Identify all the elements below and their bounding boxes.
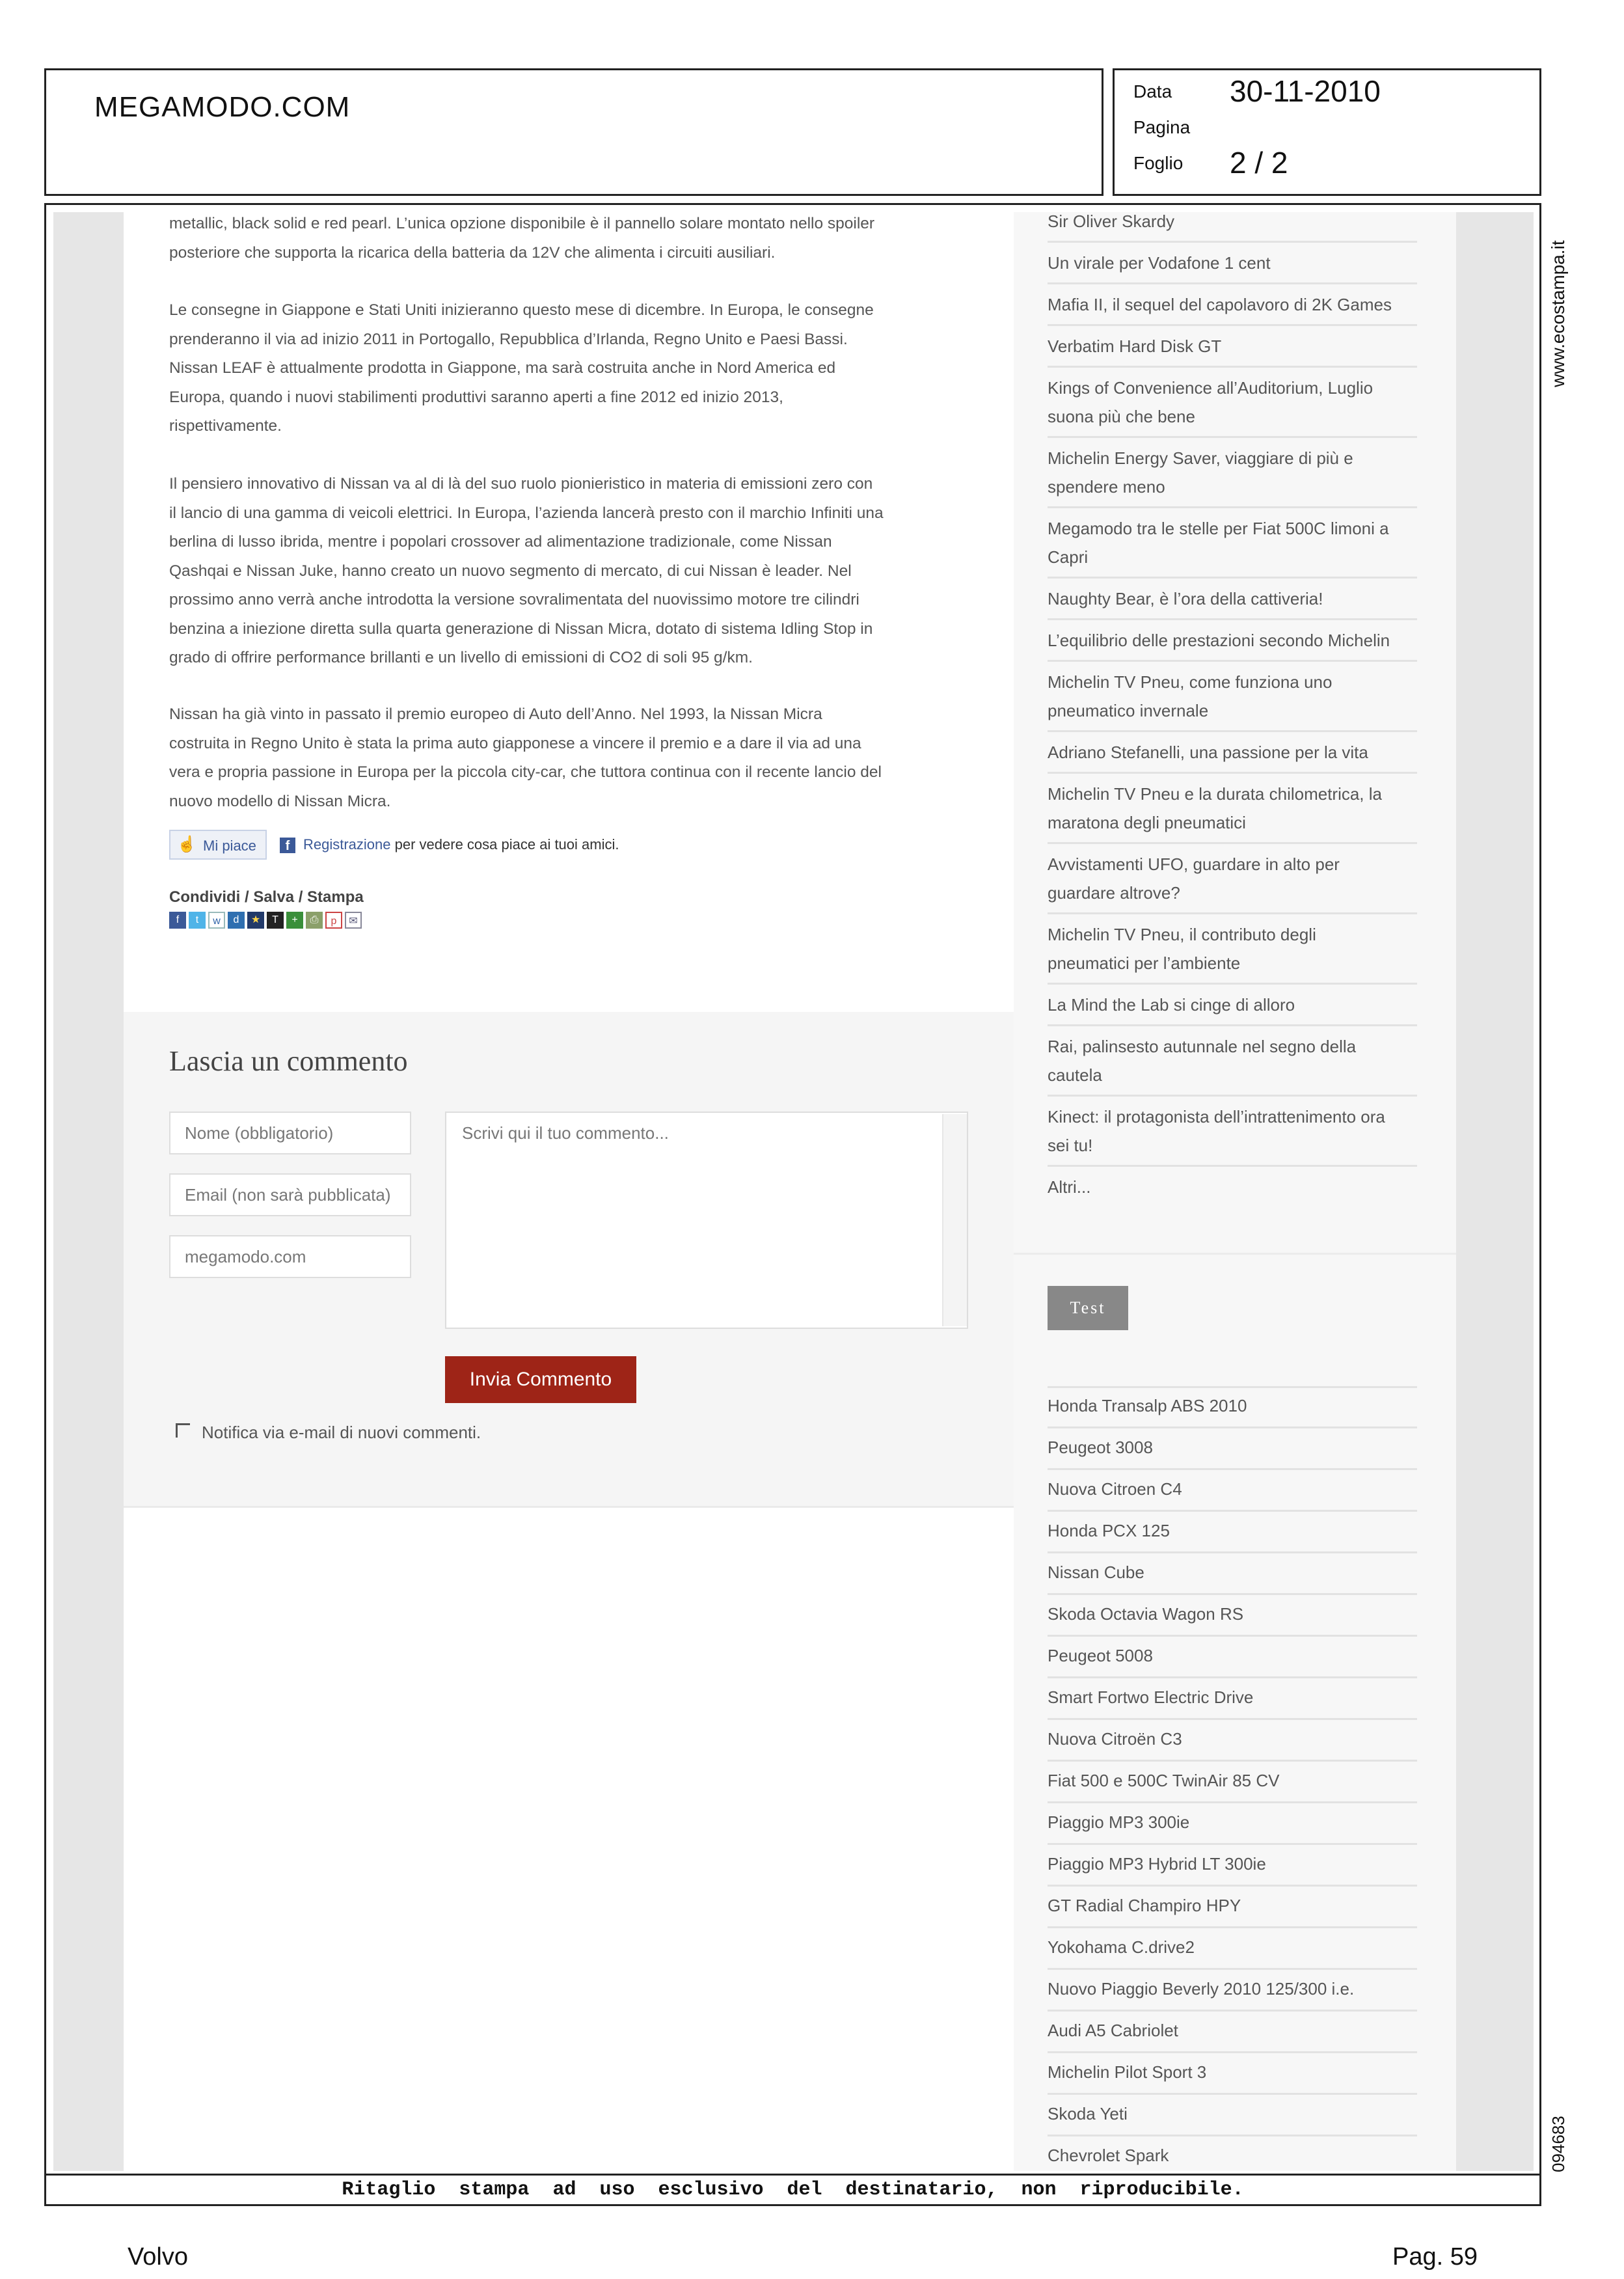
article-line: Il pensiero innovativo di Nissan va al di là del suo ruolo pionieristico in materia di emissioni zero con — [169, 475, 873, 493]
share-star-icon[interactable]: ★ — [247, 912, 264, 929]
article-line: metallic, black solid e red pearl. L’unica opzione disponibile è il pannello solare montato nello spoiler — [169, 215, 875, 232]
sidebar-separator — [1048, 1426, 1417, 1428]
article-line: il lancio di una gamma di veicoli elettrici. In Europa, l’azienda lancerà presto con il marchio Infiniti una — [169, 504, 884, 522]
share-print-icon[interactable]: ⎙ — [306, 912, 323, 929]
sidebar-post-link[interactable]: Michelin TV Pneu, il contributo degli — [1048, 925, 1316, 944]
sidebar-post-link[interactable]: L’equilibrio delle prestazioni secondo Michelin — [1048, 631, 1390, 650]
sidebar-post-link[interactable]: Rai, palinsesto autunnale nel segno della — [1048, 1037, 1357, 1056]
article-line: prenderanno il via ad inizio 2011 in Portogallo, Repubblica d’Irlanda, Regno Unito e Paesi Bassi. — [169, 330, 848, 348]
sidebar-separator — [1048, 1593, 1417, 1595]
sidebar-post-link[interactable]: suona più che bene — [1048, 407, 1195, 426]
sidebar-separator — [1048, 1510, 1417, 1512]
sidebar-separator — [1048, 1760, 1417, 1762]
sidebar-test-link[interactable]: Honda Transalp ABS 2010 — [1048, 1396, 1247, 1415]
article-line: Nissan ha già vinto in passato il premio europeo di Auto dell’Anno. Nel 1993, la Nissan Micra — [169, 705, 822, 723]
sidebar-separator — [1048, 2135, 1417, 2136]
sidebar-separator — [1048, 1095, 1417, 1097]
sidebar-post-link[interactable]: Naughty Bear, è l’ora della cattiveria! — [1048, 589, 1323, 608]
sidebar-separator — [1048, 772, 1417, 774]
sidebar-post-link[interactable]: Kings of Convenience all’Auditorium, Luglio — [1048, 378, 1374, 398]
article-line: costruita in Regno Unito è stata la prima auto giapponese a vincere il premio e a dare il via ad una — [169, 734, 861, 752]
side-url-text: www.ecostampa.it — [1548, 240, 1568, 387]
share-pdf-icon[interactable]: p — [325, 912, 342, 929]
sidebar-separator — [1048, 241, 1417, 243]
sidebar-post-link[interactable]: Verbatim Hard Disk GT — [1048, 336, 1222, 356]
share-twitter-icon[interactable]: t — [189, 912, 206, 929]
sidebar-test-link[interactable]: Nuovo Piaggio Beverly 2010 125/300 i.e. — [1048, 1979, 1355, 1999]
sidebar-test-link[interactable]: Audi A5 Cabriolet — [1048, 2021, 1178, 2040]
article-line: posteriore che supporta la ricarica della batteria da 12V che alimenta i circuiti ausiliari. — [169, 243, 776, 262]
sidebar-test-link[interactable]: Michelin Pilot Sport 3 — [1048, 2062, 1207, 2082]
sidebar-test-link[interactable]: Piaggio MP3 300ie — [1048, 1812, 1190, 1832]
sidebar-separator — [1048, 2051, 1417, 2053]
sidebar-divider — [1014, 1253, 1456, 1255]
sidebar-separator — [1048, 282, 1417, 284]
share-digg-icon[interactable]: d — [228, 912, 245, 929]
sidebar-separator — [1048, 1801, 1417, 1803]
sidebar-post-link[interactable]: sei tu! — [1048, 1136, 1093, 1155]
sidebar-test-link[interactable]: Skoda Yeti — [1048, 2104, 1128, 2123]
article-line: berlina di lusso ibrida, mentre i popolari crossover ad alimentazione tradizionale, come Nissan — [169, 533, 832, 551]
website-field[interactable]: megamodo.com — [169, 1235, 411, 1278]
article-line: Qashqai e Nissan Juke, hanno creato un nuovo segmento di mercato, di cui Nissan è leader. Nel — [169, 562, 852, 580]
sidebar-post-link[interactable]: Altri... — [1048, 1177, 1091, 1197]
sidebar-separator — [1048, 1885, 1417, 1887]
test-tab[interactable]: Test — [1048, 1286, 1128, 1330]
footer-left: Volvo — [128, 2243, 188, 2271]
clip-notice: Ritaglio stampa ad uso esclusivo del destinatario, non riproducibile. — [342, 2179, 1244, 2201]
sidebar-test-link[interactable]: Skoda Octavia Wagon RS — [1048, 1604, 1244, 1624]
sidebar-separator — [1048, 730, 1417, 732]
share-windows-icon[interactable]: w — [208, 912, 225, 929]
share-email-icon[interactable]: ✉ — [345, 912, 362, 929]
sidebar-post-link[interactable]: Michelin TV Pneu e la durata chilometrica, la — [1048, 784, 1382, 804]
textarea-scrollbar[interactable] — [942, 1114, 967, 1326]
footer-right: Pag. 59 — [1392, 2243, 1478, 2271]
article-line: rispettivamente. — [169, 417, 282, 435]
sidebar-test-link[interactable]: Honda PCX 125 — [1048, 1521, 1170, 1540]
side-code — [1536, 2102, 1581, 2180]
sidebar-post-link[interactable]: cautela — [1048, 1065, 1102, 1085]
register-text — [303, 836, 619, 853]
facebook-icon: f — [280, 838, 295, 853]
date-label: Data — [1133, 81, 1172, 102]
sidebar-test-link[interactable]: Nuova Citroen C4 — [1048, 1479, 1182, 1499]
sidebar-post-link[interactable]: pneumatici per l’ambiente — [1048, 953, 1241, 973]
sidebar-test-link[interactable]: Piaggio MP3 Hybrid LT 300ie — [1048, 1854, 1266, 1874]
sidebar-post-link[interactable]: Megamodo tra le stelle per Fiat 500C limoni a — [1048, 519, 1389, 538]
article-line: Nissan LEAF è attualmente prodotta in Giappone, ma sarà costruita anche in Nord America ed — [169, 359, 836, 377]
sidebar-separator — [1048, 1468, 1417, 1470]
site-title: MEGAMODO.COM — [94, 91, 351, 123]
article-line: prossimo anno verrà anche introdotta la versione sovralimentata del nuovissimo motore tre cilindri — [169, 591, 859, 608]
sidebar-separator — [1048, 1926, 1417, 1928]
sidebar-separator — [1048, 366, 1417, 368]
foglio-value: 2 / 2 — [1230, 146, 1288, 180]
sidebar-test-link[interactable]: Smart Fortwo Electric Drive — [1048, 1687, 1254, 1707]
sidebar-separator — [1048, 506, 1417, 508]
article-line: grado di offrire performance brillanti e un livello di emissioni di CO2 di soli 95 g/km. — [169, 649, 753, 666]
pagina-label: Pagina — [1133, 117, 1191, 137]
article-line: nuovo modello di Nissan Micra. — [169, 792, 391, 810]
article-line: Le consegne in Giappone e Stati Uniti inizieranno questo mese di dicembre. In Europa, le consegne — [169, 301, 874, 319]
register-link[interactable]: Registrazione — [303, 836, 391, 853]
sidebar-post-link[interactable]: maratona degli pneumatici — [1048, 813, 1246, 832]
foglio-label: Foglio — [1133, 153, 1184, 173]
sidebar-post-link[interactable]: Sir Oliver Skardy — [1048, 212, 1175, 231]
sidebar-post-link[interactable]: Capri — [1048, 547, 1089, 567]
sidebar-test-link[interactable]: Nissan Cube — [1048, 1563, 1144, 1582]
date-value: 30-11-2010 — [1230, 74, 1381, 108]
sidebar-test-link[interactable]: Nuova Citroën C3 — [1048, 1729, 1182, 1749]
article-line: vera e propria passione in Europa per la piccola city-car, che tuttora continua con il recente lancio del — [169, 763, 882, 781]
sidebar-separator — [1048, 1024, 1417, 1026]
sidebar-post-link[interactable]: Adriano Stefanelli, una passione per la vita — [1048, 743, 1368, 762]
notice-divider — [44, 2174, 1541, 2176]
sidebar-separator — [1048, 1551, 1417, 1553]
sidebar-post-link[interactable]: pneumatico invernale — [1048, 701, 1209, 720]
share-facebook-icon[interactable]: f — [169, 912, 186, 929]
sidebar-separator — [1048, 2010, 1417, 2012]
sidebar-separator — [1048, 842, 1417, 844]
sidebar-test-link[interactable]: Peugeot 5008 — [1048, 1646, 1153, 1665]
share-bookmark-icon[interactable]: + — [286, 912, 303, 929]
sidebar-test-link[interactable]: GT Radial Champiro HPY — [1048, 1896, 1241, 1915]
sidebar-separator — [1048, 1165, 1417, 1167]
article-line: Europa, quando i nuovi stabilimenti produttivi saranno aperti a fine 2012 ed inizio 2013, — [169, 388, 783, 406]
sidebar-post-link[interactable]: Michelin Energy Saver, viaggiare di più e — [1048, 448, 1353, 468]
comment-title: Lascia un commento — [169, 1045, 408, 1077]
sidebar-separator — [1048, 577, 1417, 579]
side-code-text: 094683 — [1549, 2116, 1568, 2172]
register-rest: per vedere cosa piace ai tuoi amici. — [390, 836, 619, 853]
sidebar-separator — [1048, 983, 1417, 985]
sidebar-separator — [1048, 436, 1417, 438]
like-button[interactable]: Mi piace — [169, 830, 267, 860]
share-label: Condividi / Salva / Stampa — [169, 888, 364, 906]
header-box — [44, 68, 1103, 196]
sidebar-separator — [1048, 1968, 1417, 1970]
sidebar-test-link[interactable]: Chevrolet Spark — [1048, 2146, 1169, 2165]
sidebar-post-link[interactable]: La Mind the Lab si cinge di alloro — [1048, 995, 1295, 1015]
article-line: benzina a iniezione diretta sulla quarta generazione di Nissan Micra, dotato di sistema Idling Stop in — [169, 620, 873, 638]
sidebar-separator — [1048, 324, 1417, 326]
sidebar-post-link[interactable]: Michelin TV Pneu, come funziona uno — [1048, 672, 1333, 692]
sidebar-separator — [1048, 1635, 1417, 1637]
sidebar-test-link[interactable]: Peugeot 3008 — [1048, 1438, 1153, 1457]
comment-textarea[interactable]: Scrivi qui il tuo commento... — [445, 1112, 968, 1329]
sidebar-separator — [1048, 618, 1417, 620]
email-field[interactable]: Email (non sarà pubblicata) — [169, 1173, 411, 1216]
sidebar-post-link[interactable]: Un virale per Vodafone 1 cent — [1048, 253, 1271, 273]
notify-label: Notifica via e-mail di nuovi commenti. — [202, 1423, 481, 1442]
sidebar-post-link[interactable]: guardare altrove? — [1048, 883, 1180, 903]
sidebar-post-link[interactable]: Kinect: il protagonista dell’intrattenimento ora — [1048, 1107, 1385, 1126]
submit-comment-button[interactable]: Invia Commento — [445, 1356, 636, 1403]
name-field[interactable]: Nome (obbligatorio) — [169, 1112, 411, 1154]
sidebar-post-link[interactable]: spendere meno — [1048, 477, 1165, 497]
side-url — [1536, 221, 1581, 390]
sidebar-separator — [1048, 1676, 1417, 1678]
sidebar-test-link[interactable]: Fiat 500 e 500C TwinAir 85 CV — [1048, 1771, 1280, 1790]
sidebar-test-link[interactable]: Yokohama C.drive2 — [1048, 1937, 1195, 1957]
sidebar-post-link[interactable]: Avvistamenti UFO, guardare in alto per — [1048, 854, 1340, 874]
sidebar-separator — [1048, 1386, 1417, 1388]
sidebar-separator — [1048, 2093, 1417, 2095]
sidebar-post-link[interactable]: Mafia II, il sequel del capolavoro di 2K Games — [1048, 295, 1392, 314]
sidebar-separator — [1048, 660, 1417, 662]
thumbs-up-icon: ☝ — [177, 836, 196, 853]
sidebar-separator — [1048, 1718, 1417, 1720]
sidebar-separator — [1048, 1843, 1417, 1845]
notify-checkbox[interactable] — [176, 1423, 190, 1438]
sidebar-separator — [1048, 912, 1417, 914]
share-technorati-icon[interactable]: T — [267, 912, 284, 929]
